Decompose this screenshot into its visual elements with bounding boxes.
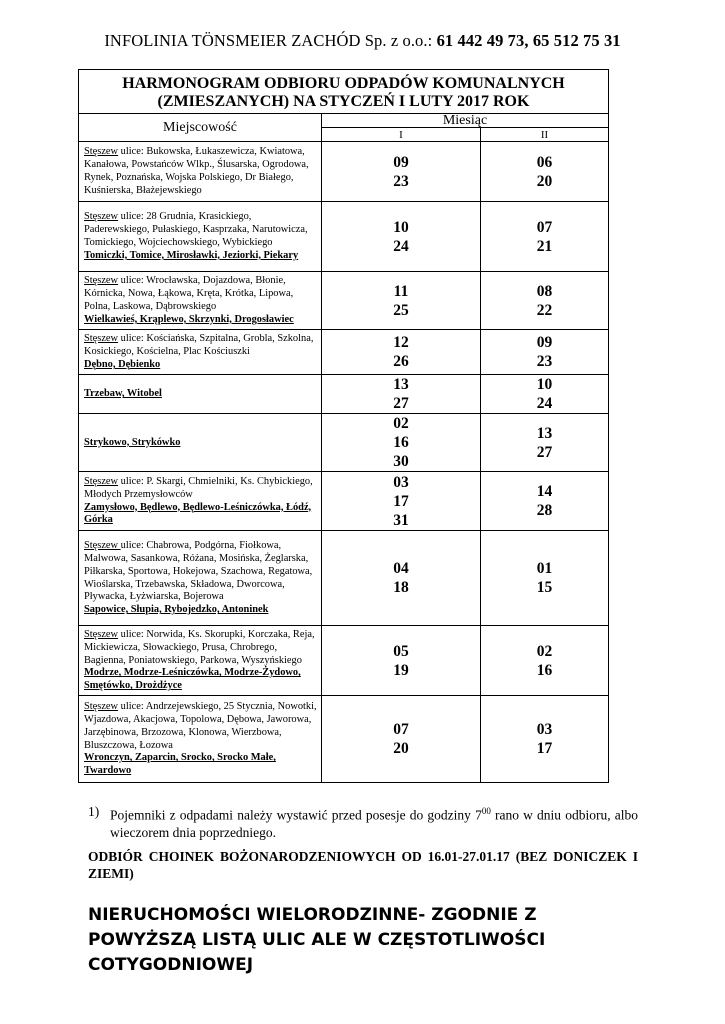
pickup-day: 31 [393, 511, 409, 529]
header-row [79, 114, 609, 128]
pickup-day: 16 [393, 434, 409, 451]
january-dates-cell [322, 414, 481, 472]
february-dates-cell [481, 472, 609, 531]
table-title [79, 70, 609, 114]
footnote-superscript: 00 [481, 806, 491, 816]
street-list: ulice: Andrzejewskiego, 25 Stycznia, Nowotki, Wjazdowa, Akacjowa, Topolowa, Dębowa, Jaworowa, Jarzębinowa, Brzozowa, Klonowa, Wierzbowa, Bluszczowa, Łozowa [84, 701, 317, 751]
footnote [88, 803, 638, 841]
location-cell [79, 414, 322, 472]
pickup-day: 19 [393, 661, 409, 679]
pickup-day: 17 [393, 492, 409, 510]
pickup-day: 24 [393, 237, 409, 255]
schedule-row [79, 626, 609, 696]
street-list: ulice: P. Skargi, Chmielniki, Ks. Chybickiego, Młodych Przemysłowców [84, 475, 313, 500]
company-phones: 61 442 49 73, 65 512 75 31 [436, 31, 621, 50]
street-list: ulice: Wrocławska, Dojazdowa, Błonie, Kórnicka, Nowa, Łąkowa, Kręta, Krótka, Lipowa, Polna, Laskowa, Dąbrowskiego [84, 275, 294, 312]
footnote-text [88, 803, 638, 841]
location-cell [79, 531, 322, 626]
footnote-number: 1) [88, 804, 100, 819]
january-dates-cell [322, 472, 481, 531]
pickup-day: 23 [393, 172, 409, 190]
company-header [0, 31, 725, 51]
location-cell [79, 272, 322, 330]
street-list: ulice: Norwida, Ks. Skorupki, Korczaka, Reja, Mickiewicza, Słowackiego, Prusa, Chrobrego, Bagienna, Poniatowskiego, Parkowa, Wyszyńskiego [84, 629, 315, 666]
pickup-day: 25 [393, 301, 409, 319]
pickup-day: 01 [536, 560, 553, 577]
pickup-day: 07 [393, 721, 409, 738]
footnote-text-end: rano w dniu odbioru, albo wieczorem dnia poprzedniego. [110, 807, 638, 840]
pickup-day: 13 [536, 424, 553, 442]
pickup-day: 11 [393, 282, 409, 300]
pickup-day: 09 [536, 334, 553, 351]
february-dates-cell [481, 375, 609, 414]
schedule-row [79, 472, 609, 531]
schedule-row [79, 414, 609, 472]
february-dates-cell [481, 696, 609, 783]
table-title-line1: HARMONOGRAM ODBIORU ODPADÓW KOMUNALNYCH [122, 74, 565, 92]
location-cell [79, 330, 322, 375]
schedule-row [79, 142, 609, 202]
january-dates-cell [322, 330, 481, 375]
town-name: Stęszew [84, 475, 119, 487]
location-cell [79, 472, 322, 531]
january-dates-cell [322, 375, 481, 414]
location-cell [79, 202, 322, 272]
table-title-line2: (ZMIESZANYCH) NA STYCZEŃ I LUTY 2017 ROK [157, 92, 530, 110]
january-dates-cell [322, 142, 481, 202]
pickup-day: 22 [536, 301, 553, 319]
pickup-day: 03 [536, 721, 553, 738]
january-dates-cell [322, 531, 481, 626]
january-dates-cell [322, 272, 481, 330]
town-name: Stęszew [84, 540, 121, 552]
pickup-day: 20 [536, 172, 553, 190]
pickup-day: 27 [393, 395, 409, 412]
village-list: Modrze, Modrze-Leśniczówka, Modrze-Żydowo, Smętówko, Drożdżyce [84, 667, 301, 692]
pickup-day: 13 [393, 376, 409, 393]
location-cell [79, 375, 322, 414]
schedule-row [79, 375, 609, 414]
pickup-day: 02 [393, 415, 409, 432]
footnote-text-start: Pojemniki z odpadami należy wystawić przed posesje do godziny 7 [110, 807, 482, 823]
schedule-row [79, 202, 609, 272]
schedule-row [79, 330, 609, 375]
christmas-tree-notice: ODBIÓR CHOINEK BOŻONARODZENIOWYCH OD 16.01-27.01.17 (BEZ DONICZEK I ZIEMI) [88, 849, 638, 881]
schedule-table [78, 69, 609, 783]
street-list: ulice: Bukowska, Łukaszewicza, Kwiatowa, Kanałowa, Powstańców Wlkp., Ślusarska, Ogrodowa, Rynek, Poznańska, Wojska Polskiego, Dr Białego, Kuśnierska, Błażejewskiego [84, 146, 309, 196]
pickup-day: 23 [536, 353, 553, 370]
town-name: Stęszew [84, 275, 119, 287]
pickup-day: 21 [536, 237, 553, 255]
town-name: Stęszew [84, 701, 119, 713]
town-name: Stęszew [84, 333, 119, 345]
village-list: Trzebaw, Witobel [84, 388, 162, 400]
pickup-day: 28 [536, 502, 553, 519]
february-dates-cell [481, 626, 609, 696]
street-list: ulice: Kościańska, Szpitalna, Grobla, Szkolna, Kosickiego, Kościelna, Plac Kościuszki [84, 333, 314, 358]
january-dates-cell [322, 626, 481, 696]
pickup-day: 15 [536, 579, 553, 596]
street-list: ulice: 28 Grudnia, Krasickiego, Paderewskiego, Pułaskiego, Kasprzaka, Narutowicza, Tomickiego, Wojciechowskiego, Wybickiego [84, 211, 308, 248]
village-list: Sapowice, Słupia, Rybojedzko, Antoninek [84, 604, 269, 616]
pickup-day: 03 [393, 473, 409, 491]
location-cell [79, 696, 322, 783]
pickup-day: 04 [393, 560, 409, 577]
village-list: Dębno, Dębienko [84, 358, 161, 370]
pickup-day: 02 [536, 642, 553, 660]
town-name: Stęszew [84, 629, 119, 640]
multi-family-notice: NIERUCHOMOŚCI WIELORODZINNE- ZGODNIE Z POWYŻSZĄ LISTĄ ULIC ALE W CZĘSTOTLIWOŚCI COTYGODNIOWEJ [88, 905, 546, 975]
village-list: Tomiczki, Tomice, Mirosławki, Jeziorki, Piekary [84, 249, 299, 261]
february-dates-cell [481, 531, 609, 626]
pickup-day: 30 [393, 453, 409, 470]
pickup-day: 17 [536, 740, 553, 757]
january-dates-cell [322, 202, 481, 272]
pickup-day: 27 [536, 443, 553, 461]
pickup-day: 24 [536, 395, 553, 412]
pickup-day: 14 [536, 483, 553, 500]
village-list: Strykowo, Strykówko [84, 436, 181, 448]
pickup-day: 10 [393, 218, 409, 236]
january-dates-cell [322, 696, 481, 783]
schedule-row [79, 696, 609, 783]
february-dates-cell [481, 330, 609, 375]
company-name: INFOLINIA TÖNSMEIER ZACHÓD Sp. z o.o.: [104, 31, 433, 50]
february-dates-cell [481, 414, 609, 472]
street-list: ulice: Chabrowa, Podgórna, Fiołkowa, Malwowa, Sasankowa, Różana, Mosińska, Żeglarska, Piłkarska, Sportowa, Hokejowa, Szachowa, Regatowa, Wioślarska, Trzebawska, Składowa, Dworcowa, Pływacka, Łyżwiarska, Bojerowa [84, 540, 313, 603]
village-list: Wielkawieś, Krąplewo, Skrzynki, Drogosławiec [84, 313, 294, 325]
pickup-day: 16 [536, 661, 553, 679]
pickup-day: 09 [393, 153, 409, 171]
pickup-day: 05 [393, 642, 409, 660]
title-row [79, 70, 609, 114]
schedule-row [79, 531, 609, 626]
village-list: Zamysłowo, Będlewo, Będlewo-Leśniczówka, Łódź, Górka [84, 501, 312, 526]
town-name: Stęszew [84, 146, 119, 158]
pickup-day: 10 [536, 376, 553, 393]
february-dates-cell [481, 142, 609, 202]
pickup-day: 12 [393, 334, 409, 351]
column-header-february: II [481, 128, 609, 142]
february-dates-cell [481, 272, 609, 330]
schedule-row [79, 272, 609, 330]
location-cell [79, 626, 322, 696]
pickup-day: 07 [536, 218, 553, 236]
village-list: Wronczyn, Zaparcin, Srocko, Srocko Małe, Twardowo [84, 752, 276, 777]
column-header-january: I [322, 128, 481, 142]
pickup-day: 20 [393, 740, 409, 757]
town-name: Stęszew [84, 211, 119, 223]
pickup-day: 18 [393, 579, 409, 596]
column-header-location: Miejscowość [79, 114, 322, 142]
pickup-day: 06 [536, 153, 553, 171]
february-dates-cell [481, 202, 609, 272]
pickup-day: 26 [393, 353, 409, 370]
pickup-day: 08 [536, 282, 553, 300]
column-header-month: Miesiąc [322, 114, 609, 128]
location-cell [79, 142, 322, 202]
